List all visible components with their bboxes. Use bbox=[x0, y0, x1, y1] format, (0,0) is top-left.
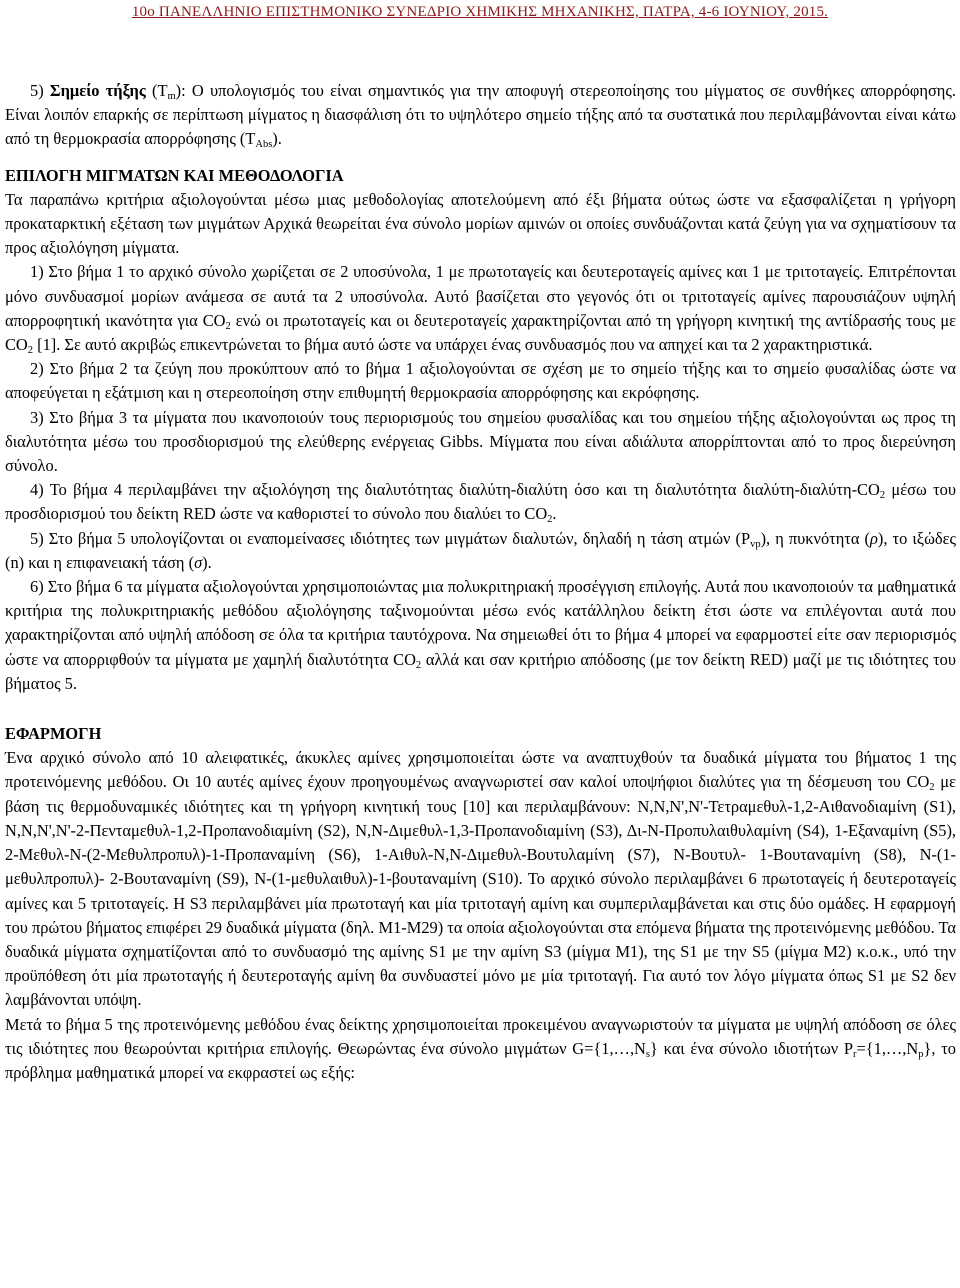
paragraph-step-3: 3) Στο βήμα 3 τα μίγματα που ικανοποιούν τους περιορισμούς του σημείου φυσαλίδας και του σημείου τήξης αξιολογούνται ως προς τη διαλυτότητα μέσω του προσδιορισμού της ελεύθερης ενέργειας Gibbs. Μίγματα που είναι αδιάλυτα απορρίπτονται από το προς διερεύνηση σύνολο. bbox=[5, 407, 956, 476]
term-melting-point: Σημείο τήξης bbox=[49, 81, 146, 100]
paragraph-step-2: 2) Στο βήμα 2 τα ζεύγη που προκύπτουν από το βήμα 1 αξιολογούνται σε σχέση με το σημείο τήξης και το σημείο φυσαλίδας ώστε να αποφεύγεται η εξάτμιση και η στερεοποίηση στην επιθυμητή θερμοκρασία απορρόφησης και εκρόφησης. bbox=[5, 359, 956, 403]
conference-header: 10ο ΠΑΝΕΛΛΗΝΙΟ ΕΠΙΣΤΗΜΟΝΙΚΟ ΣΥΝΕΔΡΙΟ ΧΗΜΙΚΗΣ ΜΗΧΑΝΙΚΗΣ, ΠΑΤΡΑ, 4-6 ΙΟΥΝΙΟΥ, 2015. bbox=[131, 4, 829, 20]
paragraph-melting-point: 5) Σημείο τήξης $(T_m)$: Ο υπολογισμός του είναι σημαντικός για την αποφυγή στερεοποίησης του μίγματος σε συνθήκες απορρόφησης. Είναι λοιπόν επαρκής σε περίπτωση μίγματος η διασφάλιση ότι το υψηλότερο σημείο τήξης από τα συστατικά που περιλαμβάνονται είναι κάτω από τη θερμοκρασία απορρόφησης $(T_{Abs})$. bbox=[5, 81, 956, 151]
item-number: 5) bbox=[30, 81, 50, 100]
paragraph-step-1: 1) Στο βήμα 1 το αρχικό σύνολο χωρίζεται σε 2 υποσύνολα, 1 με πρωτοταγείς και δευτεροταγείς αμίνες και 1 με τριτοταγείς. Επιτρέπονται μόνο συνδυασμοί μορίων ανάμεσα σε αυτά τα 2 υποσύνολα. Αυτό βασίζεται στο γεγονός ότι οι τριτοταγείς αμίνες παρουσιάζουν υψηλή απορροφητική ικανότητα για $CO_2$ ενώ οι πρωτοταγείς και οι δευτεροταγείς χαρακτηρίζονται από τη γρήγορη κινητική της αντίδρασής τους με $CO_2$ [1]. Σε αυτό ακριβώς επικεντρώνεται το βήμα αυτό ώστε να υπάρχει ένας συνδυασμός που να απηχεί και τα 2 χαρακτηριστικά. bbox=[5, 262, 956, 357]
paragraph-methodology-intro: Τα παραπάνω κριτήρια αξιολογούνται μέσω μιας μεθοδολογίας αποτελούμενη από έξι βήματα ούτως ώστε να εξασφαλίζεται η γρήγορη προκαταρκτική εξέταση των μιγμάτων Αρχικά θεωρείται ένα σύνολο μορίων αμινών οι οποίες συνδυάζονται κατά ζεύγη για να σχηματίσουν τα προς αξιολόγηση μίγματα. bbox=[5, 189, 956, 258]
paragraph-application-1: Ένα αρχικό σύνολο από 10 αλειφατικές, άκυκλες αμίνες χρησιμοποιείται ώστε να αναπτυχθούν τα δυαδικά μίγματα του βήματος 1 της προτεινόμενης μεθόδου. Οι 10 αυτές αμίνες έχουν προηγουμένως αναγνωριστεί σαν καλοί υποψήφιοι διαλύτες για τη δέσμευση του $CO_2$ με βάση τις θερμοδυναμικές ιδιότητες και τη γρήγορη κινητική τους [10] και περιλαμβάνουν: N,N,N',N'-Τετραμεθυλ-1,2-Αιθανοδιαμίνη (S1), N,N,N',N'-2-Πενταμεθυλ-1,2-Προπανοδιαμίνη (S2), N,N-Διμεθυλ-1,3-Προπανοδιαμίνη (S3), Δι-N-Προπυλαιθυλαμίνη (S4), 1-Εξαναμίνη (S5), 2-Μεθυλ-N-(2-Μεθυλπροπυλ)-1-Προπαναμίνη (S6), 1-Αιθυλ-N,N-Διμεθυλ-Βουτυλαμίνη (S7), N-Βουτυλ- 1-Βουταναμίνη (S8), N-(1-μεθυλπροπυλ)- 2-Βουταναμίνη (S9), N-(1-μεθυλαιθυλ)-1-βουταναμίνη (S10). Το αρχικό σύνολο περιλαμβάνει 6 πρωτοταγείς ή δευτεροταγείς αμίνες και 5 τριτοταγείς. Η S3 περιλαμβάνει μία πρωτοταγή και μία τριτοταγή αμίνη και συμπεριλαμβάνεται και στις δύο ομάδες. Η εφαρμογή του πρώτου βήματος επιφέρει 29 δυαδικά μίγματα (δηλ. Μ1-Μ29) τα οποία αξιολογούνται στα επόμενα βήματα της προτεινόμενης μεθόδου. Τα δυαδικά μίγματα σχηματίζονται από το συνδυασμό της αμίνης S1 με την αμίνη S3 (μίγμα Μ1), της S1 με την S5 (μίγμα Μ2) κ.ο.κ., υπό την προϋπόθεση ότι μία πρωτοταγής ή δευτεροταγής αμίνη θα συνδυαστεί μόνο με μία τριτοταγή. Για αυτό τον λόγο μίγματα όπως S1 με S2 δεν λαμβάνονται υπόψη. bbox=[5, 748, 956, 1010]
document-body bbox=[5, 79, 956, 1085]
paragraph-application-2: Μετά το βήμα 5 της προτεινόμενης μεθόδου ένας δείκτης χρησιμοποιείται προκειμένου αναγνωριστούν τα μίγματα με υψηλή απόδοση σε όλες τις ιδιότητες που θεωρούνται κριτήρια επιλογής. Θεωρώντας ένα σύνολο μιγμάτων $G=\{1,\dots,N_s\}$ και ένα σύνολο ιδιοτήτων $P_r=\{1,\dots,N_p\}$, το πρόβλημα μαθηματικά μπορεί να εκφραστεί ως εξής: bbox=[5, 1014, 956, 1082]
paragraph-step-5: 5) Στο βήμα 5 υπολογίζονται οι εναπομείνασες ιδιότητες των μιγμάτων διαλυτών, δηλαδή η τάση ατμών $(P_{vp})$, η πυκνότητα (ρ), το ιξώδες (n) και η επιφανειακή τάση (σ). bbox=[5, 528, 957, 572]
section-heading-methodology: ΕΠΙΛΟΓΗ ΜΙΓΜΑΤΩΝ ΚΑΙ ΜΕΘΟΔΟΛΟΓΙΑ bbox=[5, 165, 344, 185]
section-heading-application: ΕΦΑΡΜΟΓΗ bbox=[5, 724, 102, 744]
paragraph-step-6: 6) Στο βήμα 6 τα μίγματα αξιολογούνται χρησιμοποιώντας μια πολυκριτηριακή προσέγγιση επιλογής. Αυτά που ικανοποιούν τα μαθηματικά κριτήρια της πολυκριτηριακής μεθόδου αξιολόγησης ταξινομούνται μέσω ενός κατάλληλου δείκτη έτσι ώστε να επιλέγονται αυτά που χαρακτηρίζονται από υψηλή απόδοση σε όλα τα κριτήρια ταυτόχρονα. Να σημειωθεί ότι το βήμα 4 μπορεί να εφαρμοστεί είτε σαν περιορισμός ώστε να απορριφθούν τα μίγματα με χαμηλή διαλυτότητα $CO_2$ αλλά και σαν κριτήριο απόδοσης (με τον δείκτη RED) μαζί με τις ιδιότητες του βήματος 5. bbox=[5, 577, 956, 693]
paragraph-step-4: 4) Το βήμα 4 περιλαμβάνει την αξιολόγηση της διαλυτότητας διαλύτη-διαλύτη όσο και τη διαλυτότητα διαλύτη-$\delta\iota\alpha\lambda ύ\tau\eta-CO_2$ μέσω του προσδιορισμού του δείκτη RED ώστε να καθοριστεί το σύνολο που διαλύει το $CO_2$. bbox=[5, 480, 956, 526]
